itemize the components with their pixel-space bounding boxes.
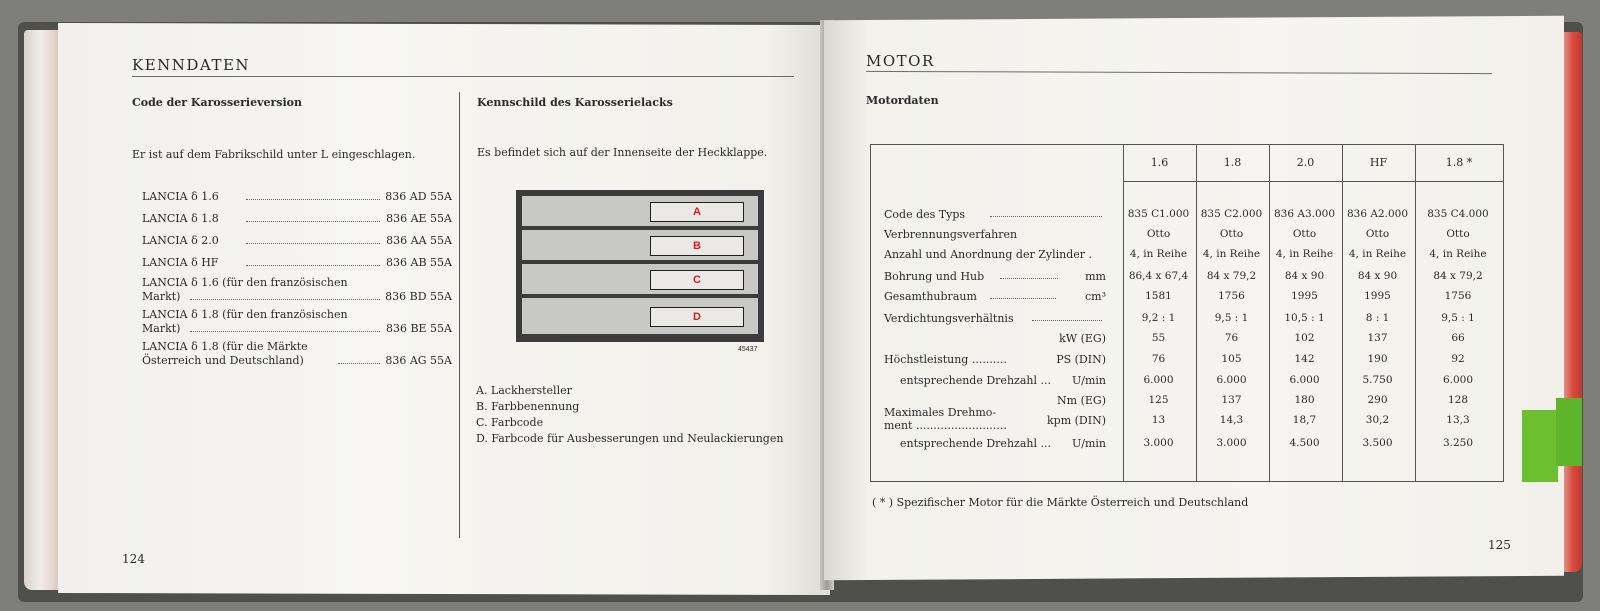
table-cell: 86,4 x 67,4 [1128,270,1189,282]
plate-label-c: C [650,270,744,290]
table-cell: 5.750 [1362,374,1393,386]
row-label: Bohrung und Hub [884,270,985,283]
table-cell: 66 [1451,332,1465,344]
row-label: Anzahl und Anordnung der Zylinder . [884,248,1093,261]
row-label: Maximales Drehmo- [884,406,997,419]
right-page-number: 125 [1488,538,1511,552]
column-header: HF [1369,156,1388,169]
figure-number: 45437 [738,346,758,353]
column-header: 2.0 [1296,156,1315,169]
left-page-number: 124 [122,552,145,566]
table-cell: 9,5 : 1 [1441,312,1475,324]
table-cell: 84 x 90 [1357,270,1398,282]
row-label: Verbrennungsverfahren [884,228,1018,241]
table-cell: Otto [1219,228,1244,240]
row-unit: kW (EG) [1059,332,1106,345]
table-cell: 6.000 [1143,374,1174,386]
table-cell: Otto [1292,228,1317,240]
green-tab-marker-2 [1556,398,1582,466]
table-cell: 102 [1294,332,1315,344]
legend-item: A. Lackhersteller [476,384,572,397]
section-intro-karosserieversion: Er ist auf dem Fabrikschild unter L eingeschlagen. [132,148,416,161]
table-cell: 10,5 : 1 [1284,312,1325,324]
table-cell: 8 : 1 [1365,312,1390,324]
row-unit: cm³ [1084,290,1106,303]
table-cell: 1756 [1444,290,1472,302]
right-page-subtitle: Motordaten [866,94,939,107]
table-cell: Otto [1446,228,1470,240]
plate-label-d: D [650,307,744,327]
table-cell: 290 [1367,394,1388,406]
green-tab-marker [1522,410,1558,482]
table-cell: 9,2 : 1 [1141,312,1176,324]
row-unit: kpm (DIN) [1046,414,1106,427]
paint-plate-diagram [516,190,764,342]
leader-dots [1032,312,1102,321]
row-label-continued: ment .......................... [884,419,1007,432]
table-cell: 3.500 [1362,437,1393,449]
row-label: Gesamthubraum [884,290,977,303]
table-cell: 836 A3.000 [1273,208,1336,220]
table-cell: 835 C1.000 [1127,208,1190,220]
table-cell: 55 [1151,332,1166,344]
leader-dots [990,290,1056,299]
table-cell: 18,7 [1292,414,1317,426]
table-cell: 4.500 [1289,437,1320,449]
table-cell: 4, in Reihe [1348,248,1407,260]
column-divider [459,92,460,538]
table-cell: 1995 [1364,290,1391,302]
legend-item: B. Farbbenennung [476,400,580,413]
column-header: 1.8 [1223,156,1242,169]
plate-label-b: B [650,236,744,256]
table-cell: 3.000 [1143,437,1174,449]
plate-band-a [522,196,758,226]
table-cell: 14,3 [1219,414,1244,426]
row-label: Verdichtungsverhältnis [884,312,1014,325]
table-cell: 4, in Reihe [1129,248,1188,260]
table-cell: 6.000 [1289,374,1320,386]
table-cell: 84 x 90 [1284,270,1325,282]
table-cell: 76 [1224,332,1239,344]
plate-band-b [522,230,758,260]
table-cell: 13,3 [1446,414,1470,426]
plate-legend [476,384,783,448]
table-cell: 1756 [1218,290,1245,302]
column-header: 1.8 * [1445,156,1473,169]
table-cell: 835 C2.000 [1200,208,1263,220]
table-cell: 180 [1294,394,1315,406]
table-cell: 84 x 79,2 [1206,270,1257,282]
table-cell: 4, in Reihe [1275,248,1334,260]
table-cell: 835 C4.000 [1427,208,1489,220]
table-footnote: ( * ) Spezifischer Motor für die Märkte Österreich und Deutschland [872,496,1249,509]
table-cell: 4, in Reihe [1429,248,1487,260]
row-unit: U/min [1071,374,1106,387]
table-cell: Otto [1365,228,1390,240]
table-cell: 1581 [1145,290,1172,302]
table-cell: 105 [1221,353,1242,365]
row-label: entsprechende Drehzahl ... [900,437,1051,450]
table-cell: 84 x 79,2 [1433,270,1483,282]
section-intro-karosserielack: Es befindet sich auf der Innenseite der Heckklappe. [477,146,768,159]
table-cell: 128 [1447,394,1469,406]
table-cell: 76 [1151,353,1166,365]
table-cell: 190 [1367,353,1388,365]
table-cell: 13 [1151,414,1166,426]
row-unit: U/min [1071,437,1106,450]
table-cell: 6.000 [1442,374,1474,386]
table-cell: 92 [1451,353,1465,365]
table-cell: 4, in Reihe [1202,248,1261,260]
left-header-rule [132,76,794,77]
row-label: Höchstleistung .......... [884,353,1007,366]
column-header: 1.6 [1150,156,1169,169]
table-cell: 6.000 [1216,374,1247,386]
leader-dots [990,208,1102,217]
table-cell: 3.250 [1442,437,1474,449]
section-title-karosserieversion: Code der Karosserieversion [132,96,302,109]
plate-band-d [522,298,758,334]
row-label: Code des Typs [884,208,966,221]
right-page-header: MOTOR [866,52,935,70]
legend-item: D. Farbcode für Ausbesserungen und Neulackierungen [476,432,784,445]
left-page-header: KENNDATEN [132,56,251,74]
section-title-karosserielack: Kennschild des Karosserielacks [477,96,673,109]
table-cell: 137 [1221,394,1242,406]
leader-dots [1000,270,1058,279]
table-cell: 137 [1367,332,1388,344]
table-cell: 142 [1294,353,1315,365]
table-cell: 9,5 : 1 [1214,312,1249,324]
plate-label-a: A [650,202,744,222]
table-cell: 3.000 [1216,437,1247,449]
row-unit: Nm (EG) [1057,394,1106,407]
plate-band-c [522,264,758,294]
table-cell: 836 A2.000 [1346,208,1409,220]
table-cell: 1995 [1291,290,1318,302]
row-unit: mm [1085,270,1106,283]
table-cell: 30,2 [1365,414,1390,426]
table-cell: 125 [1148,394,1169,406]
row-label: entsprechende Drehzahl ... [900,374,1051,387]
legend-item: C. Farbcode [476,416,544,429]
row-unit: PS (DIN) [1056,353,1106,366]
table-cell: Otto [1146,228,1171,240]
